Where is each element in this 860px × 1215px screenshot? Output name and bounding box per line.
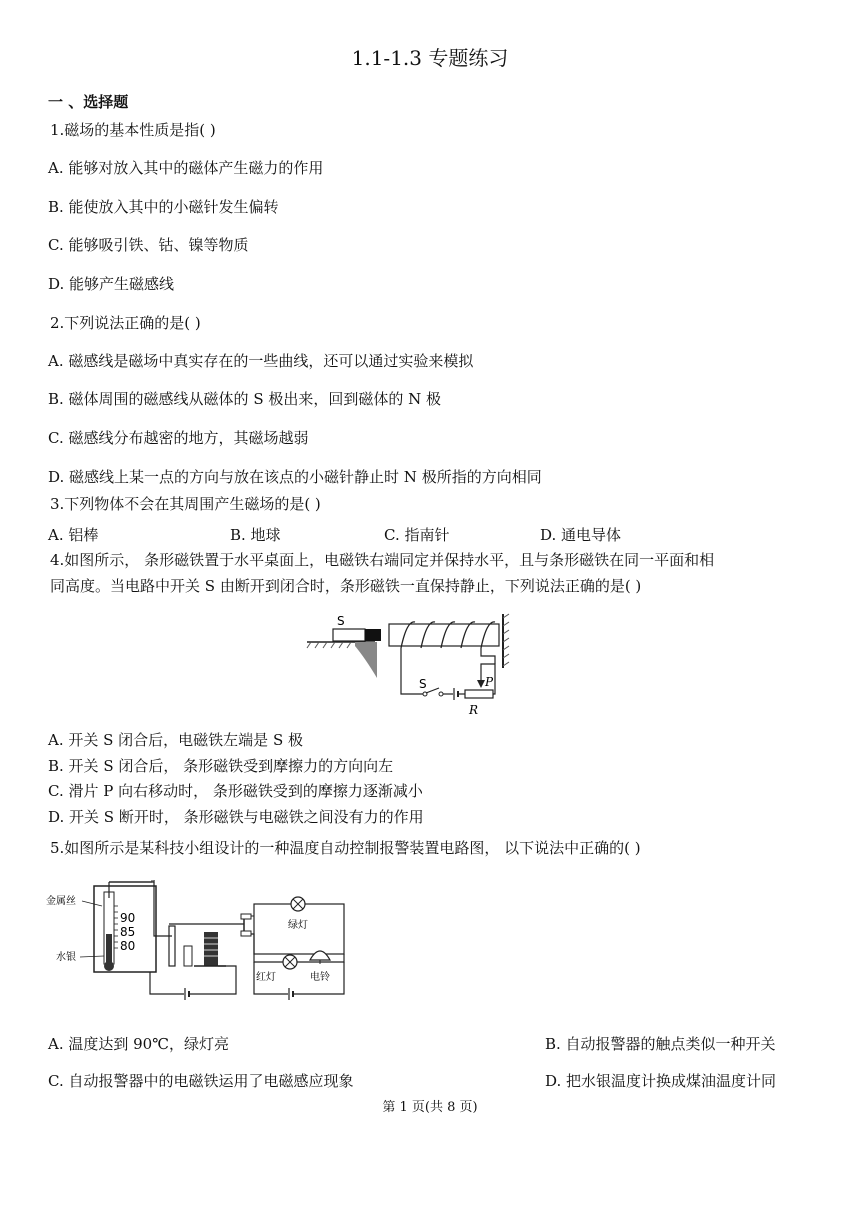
wire-label: 金属丝 (46, 896, 76, 907)
q5-stem: 5.如图所示是某科技小组设计的一种温度自动控制报警装置电路图， 以下说法中正确的( ) (50, 839, 641, 857)
scale-80: 80 (120, 939, 136, 953)
q5-alarm-circuit-figure (44, 876, 354, 1004)
mercury-label: 水银 (56, 952, 76, 963)
page-title: 1.1-1.3 专题练习 (351, 46, 509, 70)
q3-option-b: B. 地球 (230, 526, 281, 544)
q5-option-c: C. 自动报警器中的电磁铁运用了电磁感应现象 (48, 1072, 354, 1090)
scale-90: 90 (120, 911, 136, 925)
page-footer: 第 1 页(共 8 页) (382, 1100, 478, 1115)
scale-85: 85 (120, 925, 136, 939)
q3-option-d: D. 通电导体 (540, 526, 622, 544)
q1-option-c: C. 能够吸引铁、钴、镍等物质 (48, 236, 249, 254)
q4-stem-line2: 同高度。当电路中开关 S 由断开到闭合时，条形磁铁一直保持静止，下列说法正确的是( ) (50, 577, 642, 595)
q5-option-d: D. 把水银温度计换成煤油温度计同 (545, 1072, 777, 1090)
q3-stem: 3.下列物体不会在其周围产生磁场的是( ) (50, 495, 321, 513)
q1-option-a: A. 能够对放入其中的磁体产生磁力的作用 (48, 159, 324, 177)
q3-option-a: A. 铝棒 (48, 526, 99, 544)
q5-option-a: A. 温度达到 90℃，绿灯亮 (48, 1035, 230, 1053)
q2-option-a: A. 磁感线是磁场中真实存在的一些曲线，还可以通过实验来模拟 (48, 352, 474, 370)
q3-option-c: C. 指南针 (384, 526, 450, 544)
q4-option-d: D. 开关 S 断开时， 条形磁铁与电磁铁之间没有力的作用 (48, 808, 424, 826)
q1-stem: 1.磁场的基本性质是指( ) (50, 121, 216, 139)
slider-p-label: P (485, 675, 494, 689)
q2-option-c: C. 磁感线分布越密的地方，其磁场越弱 (48, 429, 309, 447)
resistor-r-label: R (469, 703, 479, 717)
q2-stem: 2.下列说法正确的是( ) (50, 314, 201, 332)
switch-s-label: S (419, 677, 427, 691)
q4-electromagnet-figure (305, 608, 525, 720)
magnet-s-label: S (337, 614, 345, 628)
q4-stem-line1: 4.如图所示， 条形磁铁置于水平桌面上，电磁铁右端同定并保持水平，且与条形磁铁在同一平面和相 (50, 551, 715, 569)
section-heading: 一 、选择题 (48, 93, 129, 111)
q1-option-d: D. 能够产生磁感线 (48, 275, 175, 293)
q2-option-b: B. 磁体周围的磁感线从磁体的 S 极出来，回到磁体的 N 极 (48, 390, 442, 408)
red-light-label: 红灯 (256, 972, 276, 983)
bell-label: 电铃 (310, 972, 330, 983)
q4-option-c: C. 滑片 P 向右移动时， 条形磁铁受到的摩擦力逐渐减小 (48, 782, 423, 800)
q2-option-d: D. 磁感线上某一点的方向与放在该点的小磁针静止时 N 极所指的方向相同 (48, 468, 542, 486)
q4-option-a: A. 开关 S 闭合后，电磁铁左端是 S 极 (48, 731, 303, 749)
q5-option-b: B. 自动报警器的触点类似一种开关 (545, 1035, 776, 1053)
green-light-label: 绿灯 (288, 920, 308, 931)
q4-option-b: B. 开关 S 闭合后， 条形磁铁受到摩擦力的方向向左 (48, 757, 394, 775)
q1-option-b: B. 能使放入其中的小磁针发生偏转 (48, 198, 279, 216)
